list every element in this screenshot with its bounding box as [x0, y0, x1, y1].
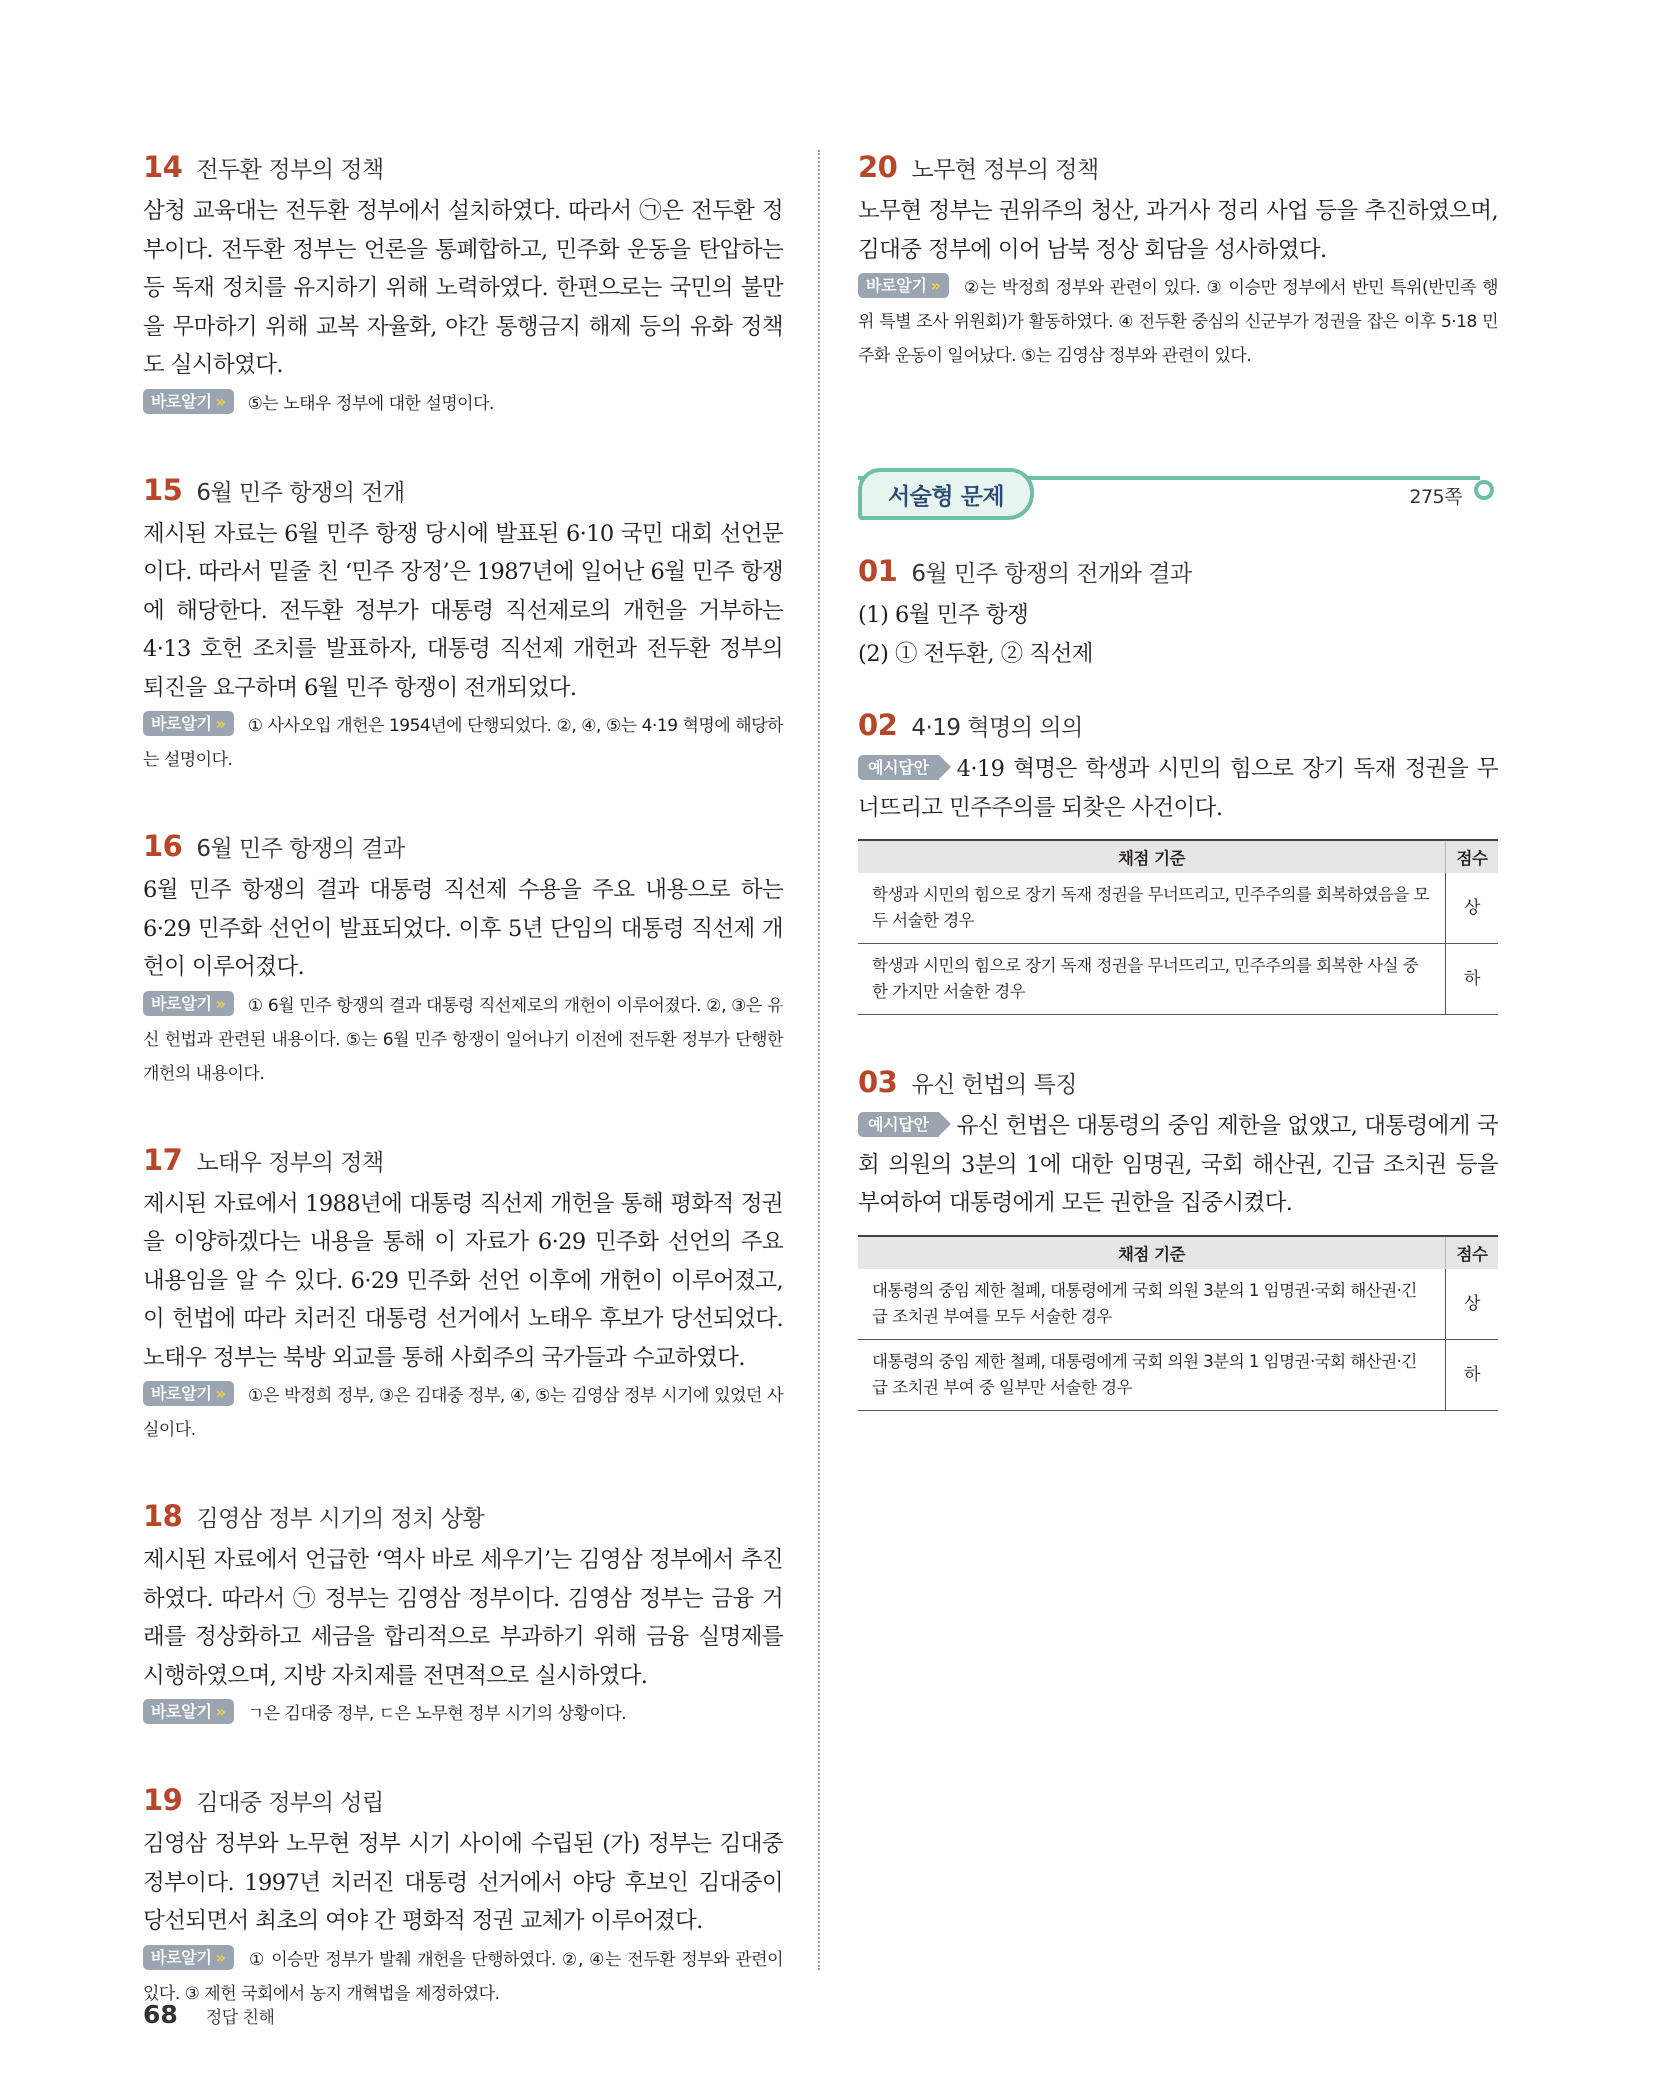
- essay-question-01: [858, 554, 1498, 674]
- table-row: [858, 873, 1498, 944]
- grading-criterion: 학생과 시민의 힘으로 장기 독재 정권을 무너뜨리고, 민주주의를 회복하였음을 모두 서술한 경우: [858, 873, 1446, 944]
- grading-header-score: 점수: [1446, 1236, 1499, 1269]
- essay-header: [858, 468, 1498, 524]
- page-number: 68: [143, 2000, 178, 2029]
- example-answer-badge: 예시답안: [858, 1112, 939, 1137]
- baro-badge: 바로알기 »: [858, 273, 949, 298]
- baro-badge: 바로알기 »: [143, 711, 234, 736]
- essay-page-ref: 275쪽: [1409, 486, 1462, 508]
- correction-note: 바로알기 » ②는 박정희 정부와 관련이 있다. ③ 이승만 정부에서 반민 특위(반민족 행위 특별 조사 위원회)가 활동하였다. ④ 전두환 중심의 신군부가 정권을 잡은 이후 5·18 민주화 운동이 일어났다. ⑤는 김영삼 정부와 관련이 있다.: [858, 271, 1498, 373]
- section-title: 노무현 정부의 정책: [911, 157, 1099, 183]
- table-row: [858, 1339, 1498, 1410]
- left-column: [143, 150, 783, 2063]
- footer-label: 정답 친해: [205, 2008, 275, 2028]
- correction-note: 바로알기 » ① 이승만 정부가 발췌 개헌을 단행하였다. ②, ④는 전두환 정부와 관련이 있다. ③ 제헌 국회에서 농지 개혁법을 제정하였다.: [143, 1943, 783, 2011]
- section-20: [858, 150, 1498, 373]
- correction-note: 바로알기 » ⑤는 노태우 정부에 대한 설명이다.: [143, 387, 783, 421]
- question-number: 01: [858, 554, 898, 588]
- answer-line: (2) ① 전두환, ② 직선제: [858, 641, 1094, 667]
- answer-line: (1) 6월 민주 항쟁: [858, 602, 1029, 628]
- section-body: 제시된 자료는 6월 민주 항쟁 당시에 발표된 6·10 국민 대회 선언문이다. 따라서 밑줄 친 ‘민주 장정’은 1987년에 일어난 6월 민주 항쟁에 해당한다. 전두환 정부가 대통령 직선제로의 개헌을 거부하는 4·13 호헌 조치를 발표하자, 대통령 직선제 개헌과 전두환 정부의 퇴진을 요구하며 6월 민주 항쟁이 전개되었다.: [143, 520, 783, 701]
- grading-header-criterion: 채점 기준: [858, 840, 1446, 873]
- section-number: 19: [143, 1783, 183, 1817]
- section-number: 20: [858, 150, 898, 184]
- double-chevron-icon: »: [215, 1947, 226, 1967]
- double-chevron-icon: »: [215, 1702, 226, 1721]
- example-answer: 예시답안 유신 헌법은 대통령의 중임 제한을 없앴고, 대통령에게 국회 의원의 3분의 1에 대한 임명권, 국회 해산권, 긴급 조치권 등을 부여하여 대통령에게 모든 권한을 집중시켰다.: [858, 1113, 1498, 1216]
- section-16: [143, 829, 783, 1091]
- grading-header-score: 점수: [1446, 840, 1499, 873]
- section-15: [143, 473, 783, 778]
- correction-note: 바로알기 » ① 사사오입 개헌은 1954년에 단행되었다. ②, ④, ⑤는 4·19 혁명에 해당하는 설명이다.: [143, 709, 783, 777]
- grading-header-criterion: 채점 기준: [858, 1236, 1446, 1269]
- section-body: 제시된 자료에서 1988년에 대통령 직선제 개헌을 통해 평화적 정권을 이양하겠다는 내용을 통해 이 자료가 6·29 민주화 선언의 주요 내용임을 알 수 있다. 6·29 민주화 선언 이후에 개헌이 이루어졌고, 이 헌법에 따라 치러진 대통령 선거에서 노태우 후보가 당선되었다. 노태우 정부는 북방 외교를 통해 사회주의 국가들과 수교하였다.: [143, 1190, 783, 1371]
- baro-badge: 바로알기 »: [143, 1381, 234, 1406]
- section-number: 15: [143, 472, 183, 507]
- grading-criterion: 대통령의 중임 제한 철폐, 대통령에게 국회 의원 3분의 1 임명권·국회 해산권·긴급 조치권 부여 중 일부만 서술한 경우: [858, 1339, 1446, 1410]
- grading-score: 상: [1446, 1269, 1499, 1340]
- baro-badge: 바로알기 »: [143, 389, 234, 414]
- essay-question-03: [858, 1065, 1498, 1411]
- section-body: 제시된 자료에서 언급한 ‘역사 바로 세우기’는 김영삼 정부에서 추진하였다. 따라서 ㉠ 정부는 김영삼 정부이다. 김영삼 정부는 금융 거래를 정상화하고 세금을 합리적으로 부과하기 위해 금융 실명제를 시행하였으며, 지방 자치제를 전면적으로 실시하였다.: [143, 1547, 783, 1689]
- section-body: 6월 민주 항쟁의 결과 대통령 직선제 수용을 주요 내용으로 하는 6·29 민주화 선언이 발표되었다. 이후 5년 단임의 대통령 직선제 개헌이 이루어졌다.: [143, 877, 783, 980]
- double-chevron-icon: »: [215, 993, 226, 1013]
- double-chevron-icon: »: [930, 276, 941, 295]
- essay-question-02: [858, 708, 1498, 1015]
- section-number: 17: [143, 1142, 183, 1177]
- question-title: 6월 민주 항쟁의 전개와 결과: [911, 561, 1192, 587]
- baro-badge: 바로알기 »: [143, 1699, 234, 1724]
- question-title: 유신 헌법의 특징: [911, 1072, 1078, 1098]
- essay-label: 서술형 문제: [858, 468, 1034, 520]
- section-title: 김영삼 정부 시기의 정치 상황: [196, 1506, 485, 1532]
- question-number: 02: [858, 708, 898, 742]
- grading-score: 상: [1446, 873, 1499, 944]
- section-title: 전두환 정부의 정책: [196, 157, 384, 183]
- grading-criterion: 대통령의 중임 제한 철폐, 대통령에게 국회 의원 3분의 1 임명권·국회 해산권·긴급 조치권 부여를 모두 서술한 경우: [858, 1269, 1446, 1340]
- example-answer-badge: 예시답안: [858, 755, 939, 780]
- section-18: [143, 1499, 783, 1731]
- section-title: 노태우 정부의 정책: [196, 1149, 384, 1176]
- section-body: 삼청 교육대는 전두환 정부에서 설치하였다. 따라서 ㉠은 전두환 정부이다. 전두환 정부는 언론을 통폐합하고, 민주화 운동을 탄압하는 등 독재 정치를 유지하기 위해 노력하였다. 한편으로는 국민의 불만을 무마하기 위해 교복 자율화, 야간 통행금지 해제 등의 유화 정책도 실시하였다.: [143, 198, 783, 378]
- section-title: 6월 민주 항쟁의 결과: [196, 836, 405, 862]
- column-divider: [818, 150, 820, 1970]
- section-title: 6월 민주 항쟁의 전개: [196, 479, 405, 506]
- section-number: 16: [143, 829, 183, 863]
- grading-score: 하: [1446, 944, 1499, 1015]
- grading-table: [858, 839, 1498, 1015]
- baro-badge: 바로알기 »: [143, 991, 234, 1016]
- section-body: 김영삼 정부와 노무현 정부 시기 사이에 수립된 (가) 정부는 김대중 정부이다. 1997년 치러진 대통령 선거에서 야당 후보인 김대중이 당선되면서 최초의 여야 간 평화적 정권 교체가 이루어졌다.: [143, 1831, 783, 1934]
- section-19: [143, 1783, 783, 2011]
- grading-criterion: 학생과 시민의 힘으로 장기 독재 정권을 무너뜨리고, 민주주의를 회복한 사실 중 한 가지만 서술한 경우: [858, 944, 1446, 1015]
- page-footer: [143, 2000, 274, 2029]
- double-chevron-icon: »: [215, 391, 226, 411]
- section-14: [143, 150, 783, 421]
- section-17: [143, 1143, 783, 1448]
- table-row: [858, 944, 1498, 1015]
- question-title: 4·19 혁명의 의의: [911, 715, 1083, 741]
- grading-score: 하: [1446, 1339, 1499, 1410]
- section-title: 김대중 정부의 성립: [196, 1790, 384, 1816]
- double-chevron-icon: »: [215, 1384, 226, 1403]
- right-column: [858, 150, 1498, 1463]
- baro-badge: 바로알기 »: [143, 1945, 234, 1970]
- section-body: 노무현 정부는 권위주의 청산, 과거사 정리 사업 등을 추진하였으며, 김대중 정부에 이어 남북 정상 회담을 성사하였다.: [858, 198, 1498, 263]
- correction-note: 바로알기 » ㄱ은 김대중 정부, ㄷ은 노무현 정부 시기의 상황이다.: [143, 1697, 783, 1731]
- question-number: 03: [858, 1065, 898, 1099]
- example-answer: 예시답안 4·19 혁명은 학생과 시민의 힘으로 장기 독재 정권을 무너뜨리고 민주주의를 되찾은 사건이다.: [858, 756, 1498, 821]
- correction-note: 바로알기 » ① 6월 민주 항쟁의 결과 대통령 직선제로의 개헌이 이루어졌다. ②, ③은 유신 헌법과 관련된 내용이다. ⑤는 6월 민주 항쟁이 일어나기 이전에 전두환 정부가 단행한 개헌의 내용이다.: [143, 989, 783, 1091]
- correction-note: 바로알기 » ①은 박정희 정부, ③은 김대중 정부, ④, ⑤는 김영삼 정부 시기에 있었던 사실이다.: [143, 1379, 783, 1447]
- circle-icon: [1474, 480, 1494, 500]
- grading-table: [858, 1235, 1498, 1411]
- table-row: [858, 1269, 1498, 1340]
- double-chevron-icon: »: [215, 714, 226, 733]
- section-number: 18: [143, 1499, 183, 1533]
- section-number: 14: [143, 150, 183, 184]
